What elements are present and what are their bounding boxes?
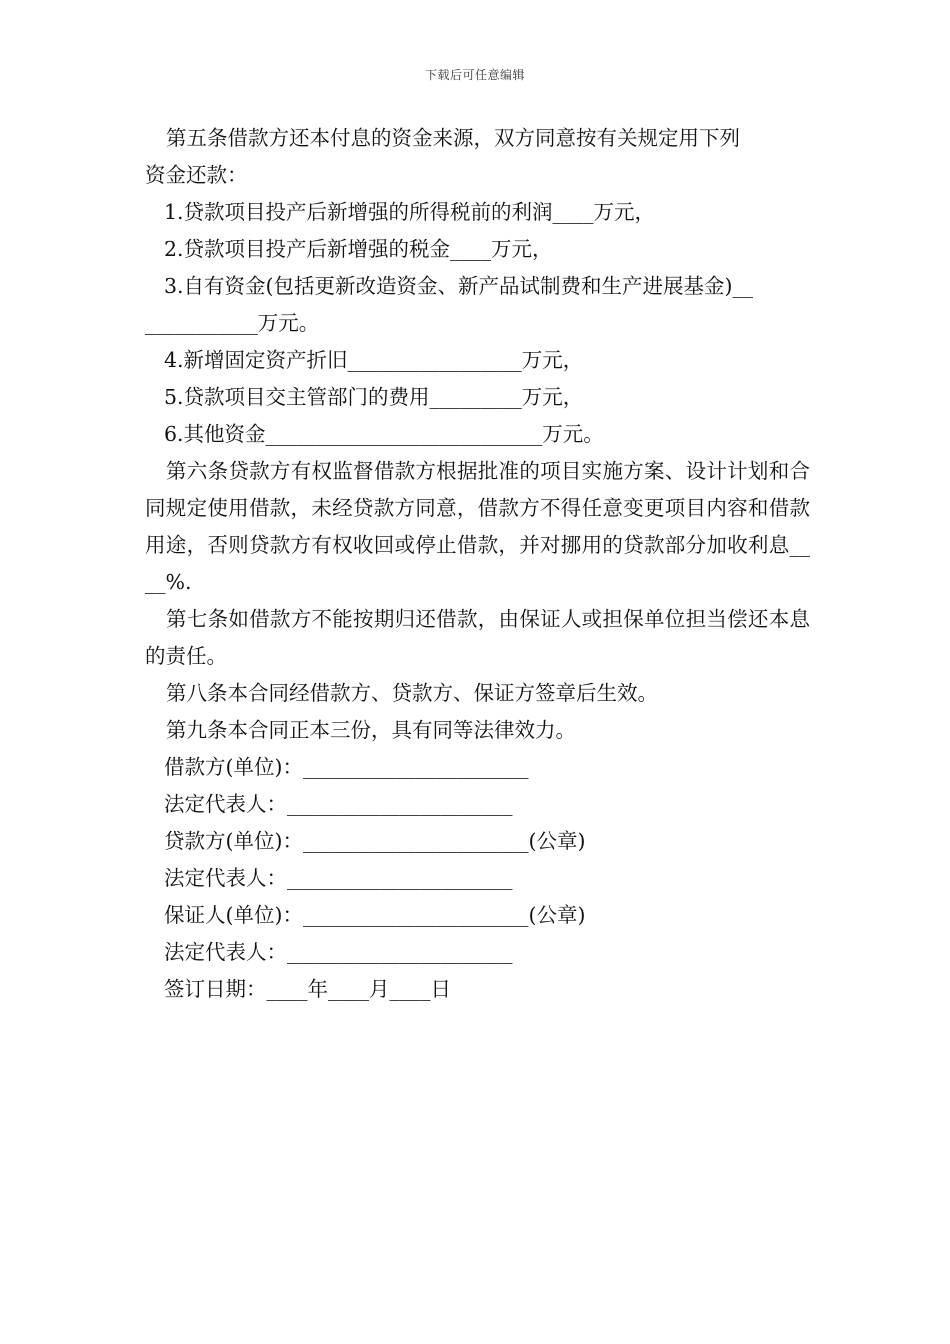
signature-lender: 贷款方(单位)：______________________(公章) [164,829,586,853]
fund-item-3: 3.自有资金(包括更新改造资金、新产品试制费和生产进展基金)__ [164,274,754,298]
signature-borrower: 借款方(单位)：______________________ [164,755,529,779]
fund-item-1: 1.贷款项目投产后新增强的所得税前的利润____万元， [164,200,656,224]
article-5-line-1: 第五条借款方还本付息的资金来源，双方同意按有关规定用下列 [166,126,740,150]
fund-item-6: 6.其他资金___________________________万元。 [164,422,604,446]
fund-item-3-continued: ___________万元。 [145,311,320,335]
fund-item-5: 5.贷款项目交主管部门的费用_________万元， [164,385,584,409]
article-5-line-2: 资金还款： [145,163,248,187]
signature-guarantor-representative: 法定代表人：______________________ [164,940,513,964]
fund-item-4: 4.新增固定资产折旧_________________万元， [164,348,584,372]
article-9: 第九条本合同正本三份，具有同等法律效力。 [166,718,576,742]
signature-lender-representative: 法定代表人：______________________ [164,866,513,890]
signature-guarantor: 保证人(单位)：______________________(公章) [164,903,586,927]
page-header-note: 下载后可任意编辑 [424,68,525,82]
contract-body [145,120,810,1008]
article-8: 第八条本合同经借款方、贷款方、保证方签章后生效。 [166,681,658,705]
article-6: 第六条贷款方有权监督借款方根据批准的项目实施方案、设计计划和合同规定使用借款，未经贷款方同意，借款方不得任意变更项目内容和借款用途，否则贷款方有权收回或停止借款，并对挪用的贷款部分加收利息____%. [145,459,810,594]
signing-date: 签订日期：____年____月____日 [164,977,451,1001]
article-7: 第七条如借款方不能按期归还借款，由保证人或担保单位担当偿还本息的责任。 [145,607,810,668]
signature-borrower-representative: 法定代表人：______________________ [164,792,513,816]
fund-item-2: 2.贷款项目投产后新增强的税金____万元， [164,237,553,261]
